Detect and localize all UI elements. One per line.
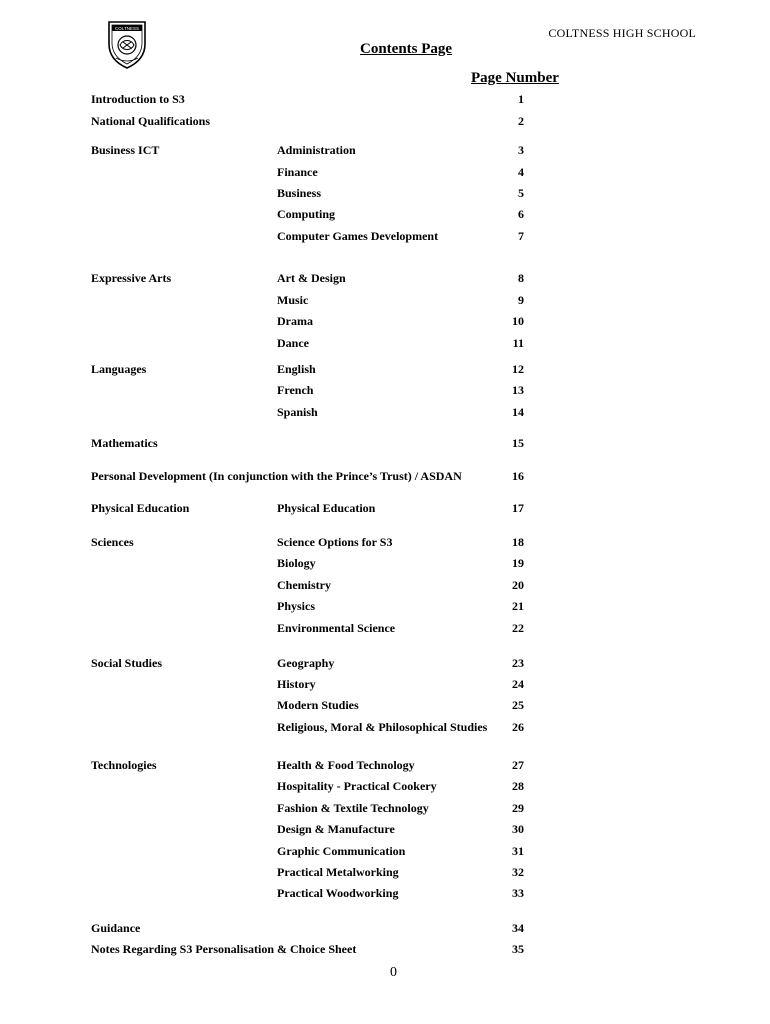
section-label: Sciences bbox=[91, 535, 134, 549]
page-number: 18 bbox=[512, 535, 524, 549]
section-label: Guidance bbox=[91, 921, 141, 935]
contents-row bbox=[0, 698, 770, 716]
contents-row bbox=[0, 271, 770, 289]
section-label: Expressive Arts bbox=[91, 271, 172, 285]
contents-row bbox=[0, 501, 770, 519]
page-number: 21 bbox=[512, 599, 524, 613]
contents-row bbox=[0, 143, 770, 161]
subject-label: History bbox=[277, 677, 316, 691]
page-number: 7 bbox=[518, 229, 524, 243]
subject-label: Geography bbox=[277, 656, 335, 670]
page-number: 33 bbox=[512, 886, 524, 900]
contents-row bbox=[0, 207, 770, 225]
subject-label: English bbox=[277, 362, 316, 376]
page-number: 8 bbox=[518, 271, 524, 285]
section-label: Personal Development (In conjunction with the Prince’s Trust) / ASDAN bbox=[91, 469, 462, 483]
contents-row bbox=[0, 779, 770, 797]
subject-label: Graphic Communication bbox=[277, 844, 406, 858]
contents-row bbox=[0, 578, 770, 596]
page-number: 28 bbox=[512, 779, 524, 793]
contents-row bbox=[0, 186, 770, 204]
subject-label: Health & Food Technology bbox=[277, 758, 415, 772]
contents-row bbox=[0, 293, 770, 311]
subject-label: Chemistry bbox=[277, 578, 331, 592]
section-label: Business ICT bbox=[91, 143, 160, 157]
page-number: 26 bbox=[512, 720, 524, 734]
contents-row bbox=[0, 436, 770, 454]
section-label: Notes Regarding S3 Personalisation & Choice Sheet bbox=[91, 942, 357, 956]
contents-row bbox=[0, 556, 770, 574]
page-number: 24 bbox=[512, 677, 524, 691]
contents-row bbox=[0, 165, 770, 183]
section-label: Introduction to S3 bbox=[91, 92, 185, 106]
subject-label: Biology bbox=[277, 556, 316, 570]
section-label: Technologies bbox=[91, 758, 157, 772]
section-label: National Qualifications bbox=[91, 114, 211, 128]
section-label: Social Studies bbox=[91, 656, 163, 670]
contents-row bbox=[0, 92, 770, 110]
subject-label: Practical Metalworking bbox=[277, 865, 399, 879]
contents-row bbox=[0, 383, 770, 401]
contents-row bbox=[0, 865, 770, 883]
contents-row bbox=[0, 656, 770, 674]
page-number: 34 bbox=[512, 921, 524, 935]
contents-row bbox=[0, 362, 770, 380]
page-number: 35 bbox=[512, 942, 524, 956]
page-number: 17 bbox=[512, 501, 524, 515]
subject-label: French bbox=[277, 383, 314, 397]
section-label: Mathematics bbox=[91, 436, 158, 450]
subject-label: Computer Games Development bbox=[277, 229, 439, 243]
contents-row bbox=[0, 229, 770, 247]
contents-row bbox=[0, 114, 770, 132]
page-number: 14 bbox=[512, 405, 524, 419]
subject-label: Spanish bbox=[277, 405, 318, 419]
contents-row bbox=[0, 535, 770, 553]
subject-label: Design & Manufacture bbox=[277, 822, 395, 836]
page-number: 15 bbox=[512, 436, 524, 450]
section-label: Physical Education bbox=[91, 501, 190, 515]
svg-text:COLTNESS: COLTNESS bbox=[115, 26, 139, 31]
page-number: 10 bbox=[512, 314, 524, 328]
page-number: 27 bbox=[512, 758, 524, 772]
subject-label: Fashion & Textile Technology bbox=[277, 801, 429, 815]
subject-label: Finance bbox=[277, 165, 318, 179]
contents-row bbox=[0, 822, 770, 840]
page-number: 9 bbox=[518, 293, 524, 307]
page-number: 22 bbox=[512, 621, 524, 635]
contents-row bbox=[0, 621, 770, 639]
section-label: Languages bbox=[91, 362, 147, 376]
page-number: 2 bbox=[518, 114, 524, 128]
contents-row bbox=[0, 942, 770, 960]
page-number: 5 bbox=[518, 186, 524, 200]
contents-row bbox=[0, 886, 770, 904]
page-number: 1 bbox=[518, 92, 524, 106]
subject-label: Business bbox=[277, 186, 322, 200]
page-number: 12 bbox=[512, 362, 524, 376]
subject-label: Practical Woodworking bbox=[277, 886, 399, 900]
subject-label: Computing bbox=[277, 207, 336, 221]
subject-label: Religious, Moral & Philosophical Studies bbox=[277, 720, 488, 734]
subject-label: Drama bbox=[277, 314, 313, 328]
page-number: 11 bbox=[512, 336, 524, 350]
contents-row bbox=[0, 801, 770, 819]
subject-label: Dance bbox=[277, 336, 309, 350]
page-number: 16 bbox=[512, 469, 524, 483]
contents-row bbox=[0, 720, 770, 738]
contents-row bbox=[0, 677, 770, 695]
contents-row bbox=[0, 921, 770, 939]
page-number: 29 bbox=[512, 801, 524, 815]
page-number: 3 bbox=[518, 143, 524, 157]
contents-row bbox=[0, 758, 770, 776]
contents-row bbox=[0, 844, 770, 862]
page-number: 30 bbox=[512, 822, 524, 836]
subject-label: Modern Studies bbox=[277, 698, 359, 712]
contents-row bbox=[0, 314, 770, 332]
page-number: 13 bbox=[512, 383, 524, 397]
page-number: 20 bbox=[512, 578, 524, 592]
page-title: Contents Page bbox=[360, 41, 453, 57]
contents-row bbox=[0, 599, 770, 617]
subject-label: Science Options for S3 bbox=[277, 535, 393, 549]
subject-label: Hospitality - Practical Cookery bbox=[277, 779, 437, 793]
page-number: 6 bbox=[518, 207, 524, 221]
subject-label: Physical Education bbox=[277, 501, 376, 515]
page-number: 31 bbox=[512, 844, 524, 858]
school-crest-logo bbox=[106, 20, 148, 70]
contents-row bbox=[0, 405, 770, 423]
page-number: 32 bbox=[512, 865, 524, 879]
subject-label: Administration bbox=[277, 143, 356, 157]
subject-label: Art & Design bbox=[277, 271, 346, 285]
page-number: 4 bbox=[518, 165, 524, 179]
page-number: 23 bbox=[512, 656, 524, 670]
page-number: 25 bbox=[512, 698, 524, 712]
footer-page-number: 0 bbox=[390, 965, 397, 980]
subject-label: Physics bbox=[277, 599, 316, 613]
school-name: COLTNESS HIGH SCHOOL bbox=[548, 26, 696, 40]
subject-label: Music bbox=[277, 293, 309, 307]
contents-row bbox=[0, 336, 770, 354]
page-number: 19 bbox=[512, 556, 524, 570]
contents-row bbox=[0, 469, 770, 487]
page-number-heading: Page Number bbox=[471, 70, 559, 86]
subject-label: Environmental Science bbox=[277, 621, 396, 635]
